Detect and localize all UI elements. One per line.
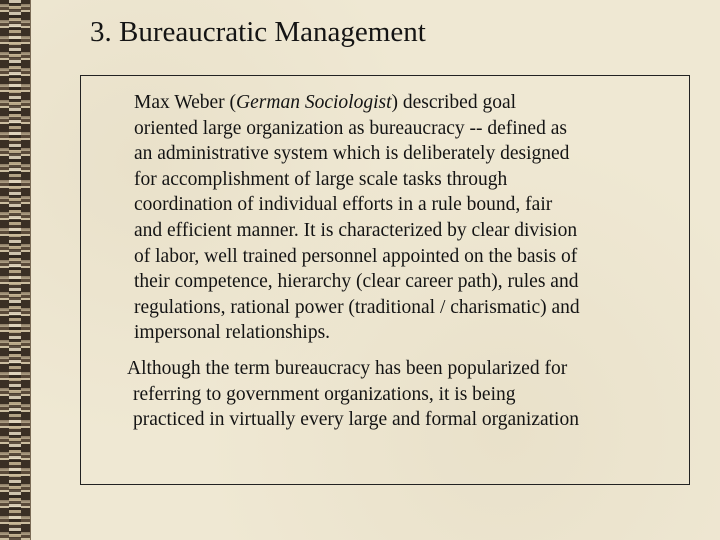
slide-title: 3. Bureaucratic Management <box>90 16 426 48</box>
paragraph-line: practiced in virtually every large and formal organization <box>133 409 579 431</box>
paragraph-line: for accomplishment of large scale tasks through <box>134 168 508 190</box>
paragraph-bureaucracy-usage <box>127 356 683 433</box>
paragraph-line: their competence, hierarchy (clear career path), rules and <box>134 271 579 293</box>
paragraph-line: referring to government organizations, it is being <box>133 383 516 405</box>
paragraph-line <box>134 90 682 116</box>
text-lead: Max Weber ( <box>134 92 237 113</box>
paragraph-line: coordination of individual efforts in a rule bound, fair <box>134 194 553 216</box>
content-box <box>80 75 690 485</box>
spiral-binding <box>0 0 31 540</box>
paragraph-weber <box>134 90 682 346</box>
paragraph-line: Although the term bureaucracy has been popularized for <box>127 358 568 379</box>
paragraph-line: oriented large organization as bureaucracy -- defined as <box>134 117 567 139</box>
paragraph-line: of labor, well trained personnel appointed on the basis of <box>134 245 578 267</box>
paragraph-line: impersonal relationships. <box>134 322 331 344</box>
paragraph-line: regulations, rational power (traditional / charismatic) and <box>134 296 580 318</box>
text-italic: German Sociologist <box>236 92 392 113</box>
paragraph-line: an administrative system which is deliberately designed <box>134 143 570 165</box>
paragraph-line: and efficient manner. It is characterized by clear division <box>134 219 578 241</box>
text-after-italic: ) described goal <box>391 92 517 113</box>
